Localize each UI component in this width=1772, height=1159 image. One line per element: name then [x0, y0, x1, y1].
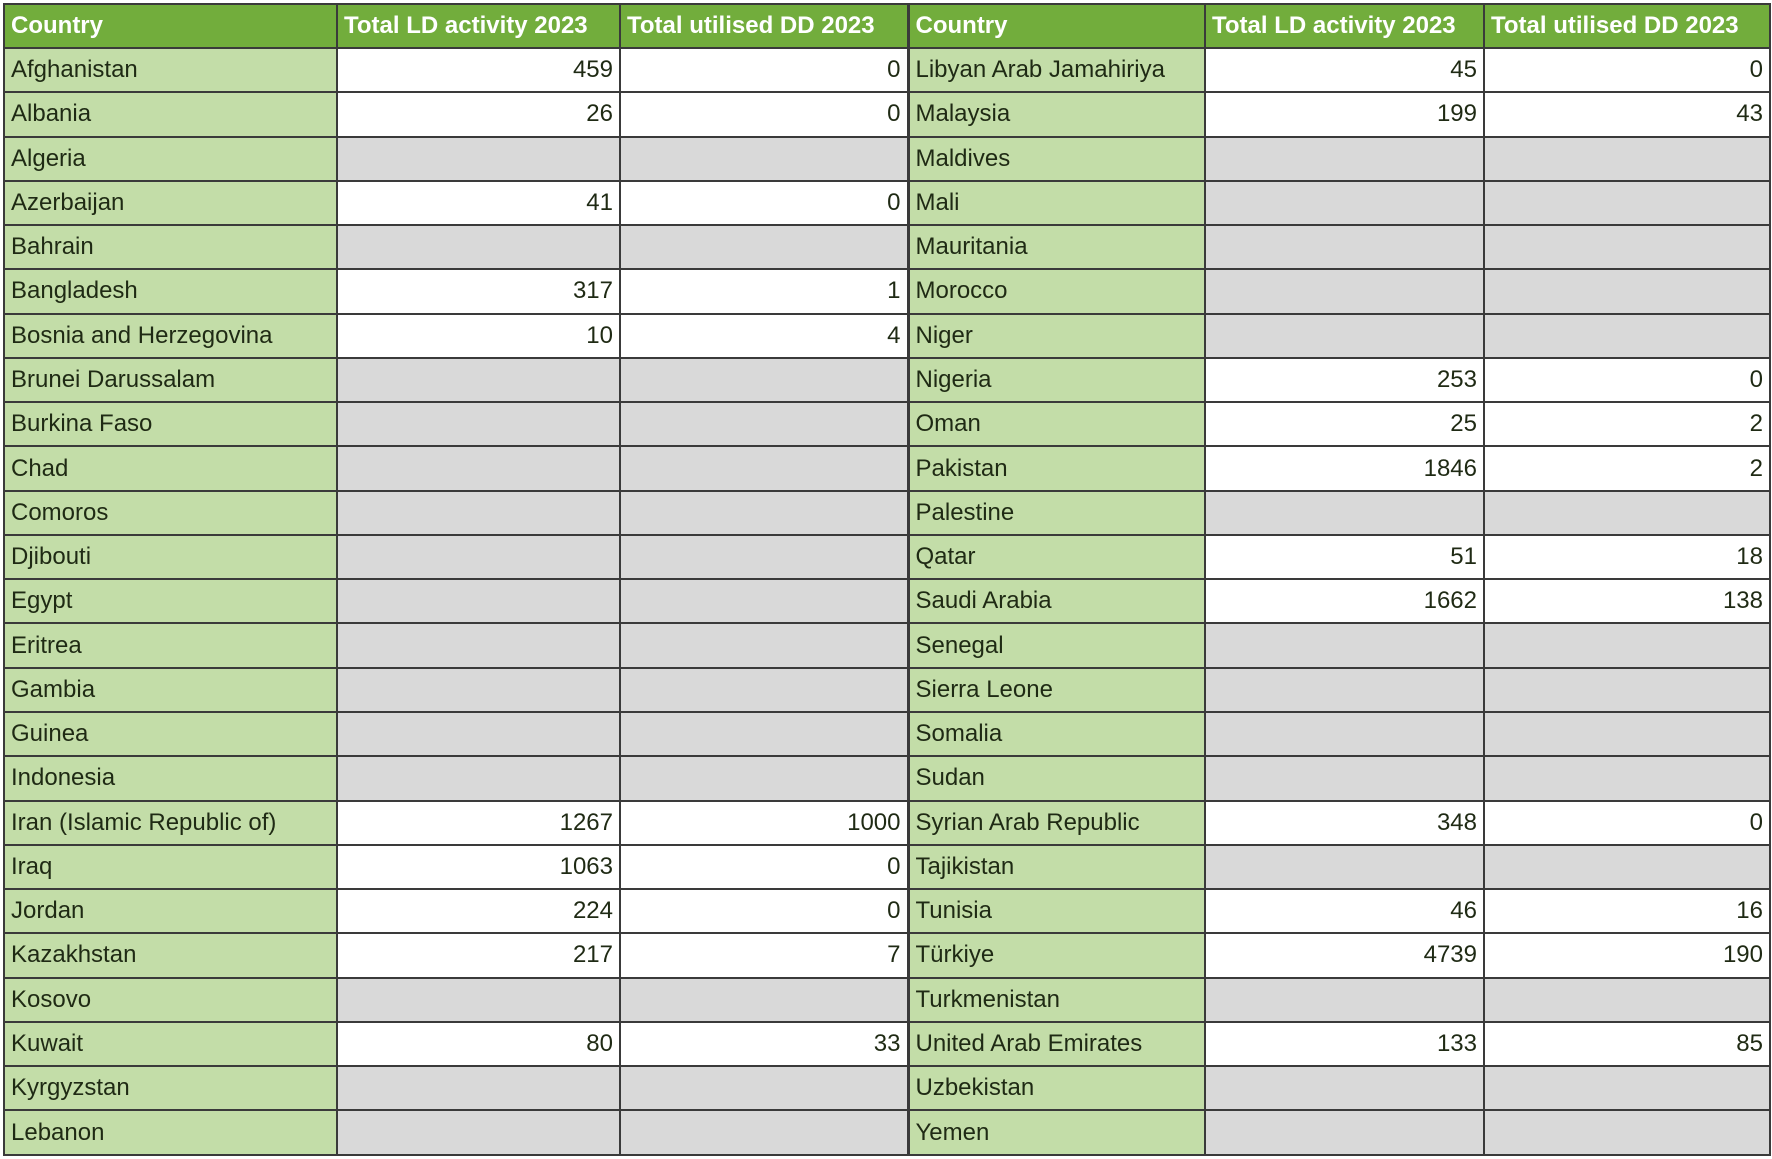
table-row [4, 845, 1770, 889]
country-cell-left: Comoros [4, 491, 337, 535]
table-row [4, 1110, 1770, 1155]
table-row [4, 579, 1770, 623]
header-ld-left: Total LD activity 2023 [337, 4, 620, 48]
country-cell-left: Lebanon [4, 1110, 337, 1155]
ld-cell-left [337, 137, 620, 181]
table-row [4, 446, 1770, 490]
dd-cell-left [620, 491, 908, 535]
table-row [4, 535, 1770, 579]
dd-cell-right [1484, 756, 1770, 800]
dd-cell-right [1484, 137, 1770, 181]
dd-cell-right [1484, 181, 1770, 225]
country-activity-table [3, 3, 1771, 1156]
dd-cell-right: 0 [1484, 801, 1770, 845]
dd-cell-right: 138 [1484, 579, 1770, 623]
country-cell-left: Burkina Faso [4, 402, 337, 446]
country-cell-right: Nigeria [908, 358, 1205, 402]
table-row [4, 92, 1770, 136]
dd-cell-left [620, 623, 908, 667]
header-dd-right: Total utilised DD 2023 [1484, 4, 1770, 48]
ld-cell-right: 51 [1205, 535, 1484, 579]
country-cell-left: Algeria [4, 137, 337, 181]
country-cell-left: Kosovo [4, 978, 337, 1022]
ld-cell-right [1205, 1066, 1484, 1110]
country-cell-right: Niger [908, 314, 1205, 358]
table-row [4, 756, 1770, 800]
country-cell-right: Yemen [908, 1110, 1205, 1155]
ld-cell-right: 253 [1205, 358, 1484, 402]
country-cell-right: United Arab Emirates [908, 1022, 1205, 1066]
country-cell-right: Morocco [908, 269, 1205, 313]
ld-cell-left [337, 623, 620, 667]
country-cell-right: Sudan [908, 756, 1205, 800]
dd-cell-right [1484, 978, 1770, 1022]
country-cell-right: Tajikistan [908, 845, 1205, 889]
dd-cell-right: 2 [1484, 402, 1770, 446]
dd-cell-right [1484, 1066, 1770, 1110]
country-cell-right: Qatar [908, 535, 1205, 579]
country-cell-left: Brunei Darussalam [4, 358, 337, 402]
ld-cell-left: 1267 [337, 801, 620, 845]
dd-cell-left: 0 [620, 181, 908, 225]
country-cell-right: Palestine [908, 491, 1205, 535]
country-cell-right: Turkmenistan [908, 978, 1205, 1022]
dd-cell-right: 43 [1484, 92, 1770, 136]
country-cell-left: Kuwait [4, 1022, 337, 1066]
dd-cell-right [1484, 269, 1770, 313]
ld-cell-left: 26 [337, 92, 620, 136]
dd-cell-left [620, 358, 908, 402]
ld-cell-left [337, 535, 620, 579]
country-cell-right: Mali [908, 181, 1205, 225]
country-cell-right: Tunisia [908, 889, 1205, 933]
dd-cell-right: 16 [1484, 889, 1770, 933]
table-row [4, 978, 1770, 1022]
country-cell-left: Azerbaijan [4, 181, 337, 225]
table-row [4, 1022, 1770, 1066]
country-cell-left: Jordan [4, 889, 337, 933]
country-cell-left: Guinea [4, 712, 337, 756]
dd-cell-left [620, 1110, 908, 1155]
country-cell-right: Pakistan [908, 446, 1205, 490]
country-cell-right: Uzbekistan [908, 1066, 1205, 1110]
dd-cell-left: 1 [620, 269, 908, 313]
ld-cell-left [337, 1110, 620, 1155]
dd-cell-left [620, 446, 908, 490]
header-ld-right: Total LD activity 2023 [1205, 4, 1484, 48]
ld-cell-left: 80 [337, 1022, 620, 1066]
dd-cell-right [1484, 1110, 1770, 1155]
ld-cell-right: 4739 [1205, 933, 1484, 977]
ld-cell-right [1205, 314, 1484, 358]
ld-cell-left [337, 1066, 620, 1110]
table-row [4, 269, 1770, 313]
header-country-right: Country [908, 4, 1205, 48]
dd-cell-left [620, 535, 908, 579]
country-cell-right: Syrian Arab Republic [908, 801, 1205, 845]
ld-cell-left: 224 [337, 889, 620, 933]
ld-cell-left [337, 358, 620, 402]
ld-cell-left [337, 756, 620, 800]
country-cell-right: Sierra Leone [908, 668, 1205, 712]
ld-cell-left: 317 [337, 269, 620, 313]
dd-cell-right [1484, 314, 1770, 358]
ld-cell-left: 217 [337, 933, 620, 977]
table-row [4, 402, 1770, 446]
dd-cell-left: 0 [620, 92, 908, 136]
ld-cell-left [337, 225, 620, 269]
ld-cell-left [337, 491, 620, 535]
dd-cell-right: 0 [1484, 48, 1770, 92]
country-cell-left: Egypt [4, 579, 337, 623]
table-body [4, 48, 1770, 1155]
dd-cell-right [1484, 712, 1770, 756]
table-row [4, 358, 1770, 402]
dd-cell-left [620, 579, 908, 623]
country-cell-right: Saudi Arabia [908, 579, 1205, 623]
dd-cell-right: 18 [1484, 535, 1770, 579]
table-row [4, 623, 1770, 667]
country-cell-right: Senegal [908, 623, 1205, 667]
country-activity-table-container [3, 3, 1769, 1156]
dd-cell-left [620, 668, 908, 712]
table-row [4, 668, 1770, 712]
country-cell-left: Chad [4, 446, 337, 490]
dd-cell-right [1484, 623, 1770, 667]
country-cell-left: Albania [4, 92, 337, 136]
country-cell-left: Bahrain [4, 225, 337, 269]
ld-cell-right [1205, 623, 1484, 667]
country-cell-left: Eritrea [4, 623, 337, 667]
ld-cell-right [1205, 668, 1484, 712]
ld-cell-left: 41 [337, 181, 620, 225]
country-cell-right: Maldives [908, 137, 1205, 181]
table-row [4, 801, 1770, 845]
ld-cell-right [1205, 491, 1484, 535]
country-cell-left: Afghanistan [4, 48, 337, 92]
dd-cell-left: 0 [620, 845, 908, 889]
ld-cell-right [1205, 181, 1484, 225]
table-row [4, 491, 1770, 535]
ld-cell-right: 199 [1205, 92, 1484, 136]
header-dd-left: Total utilised DD 2023 [620, 4, 908, 48]
country-cell-right: Libyan Arab Jamahiriya [908, 48, 1205, 92]
ld-cell-right: 25 [1205, 402, 1484, 446]
ld-cell-right [1205, 269, 1484, 313]
dd-cell-left [620, 137, 908, 181]
ld-cell-left [337, 978, 620, 1022]
ld-cell-right [1205, 845, 1484, 889]
ld-cell-right [1205, 712, 1484, 756]
ld-cell-left [337, 712, 620, 756]
dd-cell-left [620, 756, 908, 800]
country-cell-right: Malaysia [908, 92, 1205, 136]
ld-cell-left: 10 [337, 314, 620, 358]
header-country-left: Country [4, 4, 337, 48]
country-cell-left: Djibouti [4, 535, 337, 579]
dd-cell-left [620, 402, 908, 446]
country-cell-right: Somalia [908, 712, 1205, 756]
ld-cell-right: 46 [1205, 889, 1484, 933]
ld-cell-right: 1846 [1205, 446, 1484, 490]
country-cell-right: Türkiye [908, 933, 1205, 977]
dd-cell-right: 2 [1484, 446, 1770, 490]
ld-cell-right: 348 [1205, 801, 1484, 845]
ld-cell-left [337, 402, 620, 446]
table-row [4, 314, 1770, 358]
country-cell-left: Kazakhstan [4, 933, 337, 977]
ld-cell-right [1205, 137, 1484, 181]
ld-cell-left: 1063 [337, 845, 620, 889]
dd-cell-left: 0 [620, 889, 908, 933]
dd-cell-left: 7 [620, 933, 908, 977]
table-row [4, 889, 1770, 933]
ld-cell-right [1205, 1110, 1484, 1155]
country-cell-left: Bangladesh [4, 269, 337, 313]
ld-cell-right [1205, 225, 1484, 269]
table-row [4, 1066, 1770, 1110]
dd-cell-right: 0 [1484, 358, 1770, 402]
ld-cell-left [337, 446, 620, 490]
table-row [4, 712, 1770, 756]
dd-cell-left: 0 [620, 48, 908, 92]
table-row [4, 181, 1770, 225]
dd-cell-left: 33 [620, 1022, 908, 1066]
dd-cell-right [1484, 225, 1770, 269]
ld-cell-right [1205, 756, 1484, 800]
dd-cell-left [620, 1066, 908, 1110]
dd-cell-left [620, 712, 908, 756]
country-cell-left: Bosnia and Herzegovina [4, 314, 337, 358]
dd-cell-right [1484, 491, 1770, 535]
ld-cell-left [337, 579, 620, 623]
dd-cell-right: 85 [1484, 1022, 1770, 1066]
dd-cell-left: 4 [620, 314, 908, 358]
table-row [4, 933, 1770, 977]
ld-cell-right: 1662 [1205, 579, 1484, 623]
ld-cell-right [1205, 978, 1484, 1022]
table-row [4, 225, 1770, 269]
dd-cell-left [620, 225, 908, 269]
country-cell-left: Iran (Islamic Republic of) [4, 801, 337, 845]
table-row [4, 137, 1770, 181]
dd-cell-left [620, 978, 908, 1022]
ld-cell-left [337, 668, 620, 712]
ld-cell-left: 459 [337, 48, 620, 92]
ld-cell-right: 133 [1205, 1022, 1484, 1066]
country-cell-right: Mauritania [908, 225, 1205, 269]
ld-cell-right: 45 [1205, 48, 1484, 92]
dd-cell-right [1484, 668, 1770, 712]
dd-cell-right: 190 [1484, 933, 1770, 977]
country-cell-right: Oman [908, 402, 1205, 446]
country-cell-left: Iraq [4, 845, 337, 889]
header-row [4, 4, 1770, 48]
country-cell-left: Gambia [4, 668, 337, 712]
dd-cell-right [1484, 845, 1770, 889]
country-cell-left: Indonesia [4, 756, 337, 800]
dd-cell-left: 1000 [620, 801, 908, 845]
country-cell-left: Kyrgyzstan [4, 1066, 337, 1110]
table-row [4, 48, 1770, 92]
